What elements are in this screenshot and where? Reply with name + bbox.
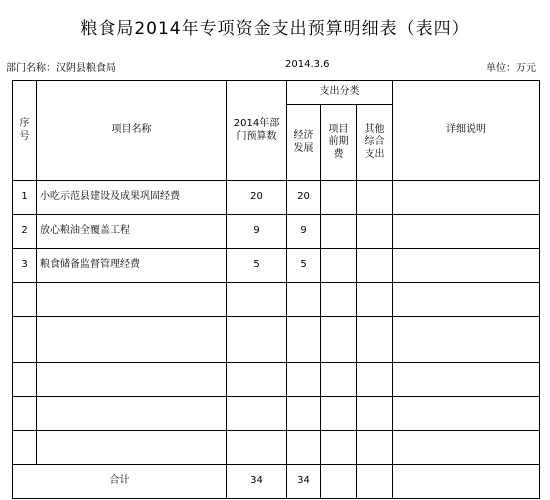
cell-economic — [287, 317, 321, 363]
header-seq: 序号 — [13, 81, 37, 181]
header-other: 其他综合支出 — [357, 105, 393, 181]
cell-project — [37, 397, 227, 431]
total-row — [13, 465, 540, 499]
cell-other — [357, 317, 393, 363]
cell-project: 放心粮油全覆盖工程 — [37, 215, 227, 249]
cell-preliminary — [321, 181, 357, 215]
cell-budget — [227, 283, 287, 317]
department-name: 部门名称：汉阴县粮食局 — [6, 63, 116, 74]
cell-notes — [393, 283, 540, 317]
cell-seq — [13, 363, 37, 397]
cell-notes — [393, 363, 540, 397]
report-date: 2014.3.6 — [285, 59, 330, 70]
cell-project — [37, 283, 227, 317]
cell-other — [357, 363, 393, 397]
cell-preliminary — [321, 317, 357, 363]
cell-budget — [227, 363, 287, 397]
table-row — [13, 431, 540, 465]
cell-preliminary — [321, 363, 357, 397]
cell-notes — [393, 249, 540, 283]
cell-notes — [393, 317, 540, 363]
cell-seq — [13, 431, 37, 465]
total-notes — [393, 465, 540, 499]
total-budget: 34 — [227, 465, 287, 499]
cell-preliminary — [321, 249, 357, 283]
cell-other — [357, 397, 393, 431]
cell-economic: 5 — [287, 249, 321, 283]
table-row — [13, 397, 540, 431]
table-row — [13, 215, 540, 249]
total-economic: 34 — [287, 465, 321, 499]
header-project: 项目名称 — [37, 81, 227, 181]
cell-project — [37, 363, 227, 397]
cell-project — [37, 317, 227, 363]
cell-economic — [287, 431, 321, 465]
header-row-1 — [13, 81, 540, 105]
cell-budget — [227, 431, 287, 465]
table-row — [13, 181, 540, 215]
cell-preliminary — [321, 215, 357, 249]
table-row — [13, 249, 540, 283]
cell-seq — [13, 397, 37, 431]
table-row — [13, 317, 540, 363]
cell-seq: 3 — [13, 249, 37, 283]
cell-economic — [287, 363, 321, 397]
cell-seq: 2 — [13, 215, 37, 249]
cell-notes — [393, 215, 540, 249]
total-label: 合计 — [13, 465, 227, 499]
header-preliminary: 项目前期费 — [321, 105, 357, 181]
cell-economic: 20 — [287, 181, 321, 215]
cell-budget: 20 — [227, 181, 287, 215]
cell-budget — [227, 397, 287, 431]
cell-seq — [13, 317, 37, 363]
cell-notes — [393, 431, 540, 465]
cell-other — [357, 181, 393, 215]
cell-other — [357, 431, 393, 465]
cell-other — [357, 283, 393, 317]
cell-other — [357, 215, 393, 249]
total-other — [357, 465, 393, 499]
header-notes: 详细说明 — [393, 81, 540, 181]
unit-label: 单位：万元 — [486, 63, 536, 74]
cell-preliminary — [321, 397, 357, 431]
table-row — [13, 283, 540, 317]
cell-other — [357, 249, 393, 283]
cell-notes — [393, 397, 540, 431]
cell-preliminary — [321, 431, 357, 465]
cell-project — [37, 431, 227, 465]
header-budget: 2014年部门预算数 — [227, 81, 287, 181]
header-category: 支出分类 — [287, 81, 393, 105]
cell-budget — [227, 317, 287, 363]
header-economic: 经济发展 — [287, 105, 321, 181]
cell-project: 粮食储备监督管理经费 — [37, 249, 227, 283]
table-row — [13, 363, 540, 397]
cell-economic — [287, 283, 321, 317]
cell-notes — [393, 181, 540, 215]
cell-seq: 1 — [13, 181, 37, 215]
budget-table — [12, 80, 540, 499]
cell-project: 小吃示范县建设及成果巩固经费 — [37, 181, 227, 215]
cell-seq — [13, 283, 37, 317]
page-title: 粮食局2014年专项资金支出预算明细表（表四） — [80, 19, 470, 39]
cell-economic — [287, 397, 321, 431]
total-preliminary — [321, 465, 357, 499]
cell-preliminary — [321, 283, 357, 317]
cell-budget: 9 — [227, 215, 287, 249]
cell-economic: 9 — [287, 215, 321, 249]
cell-budget: 5 — [227, 249, 287, 283]
